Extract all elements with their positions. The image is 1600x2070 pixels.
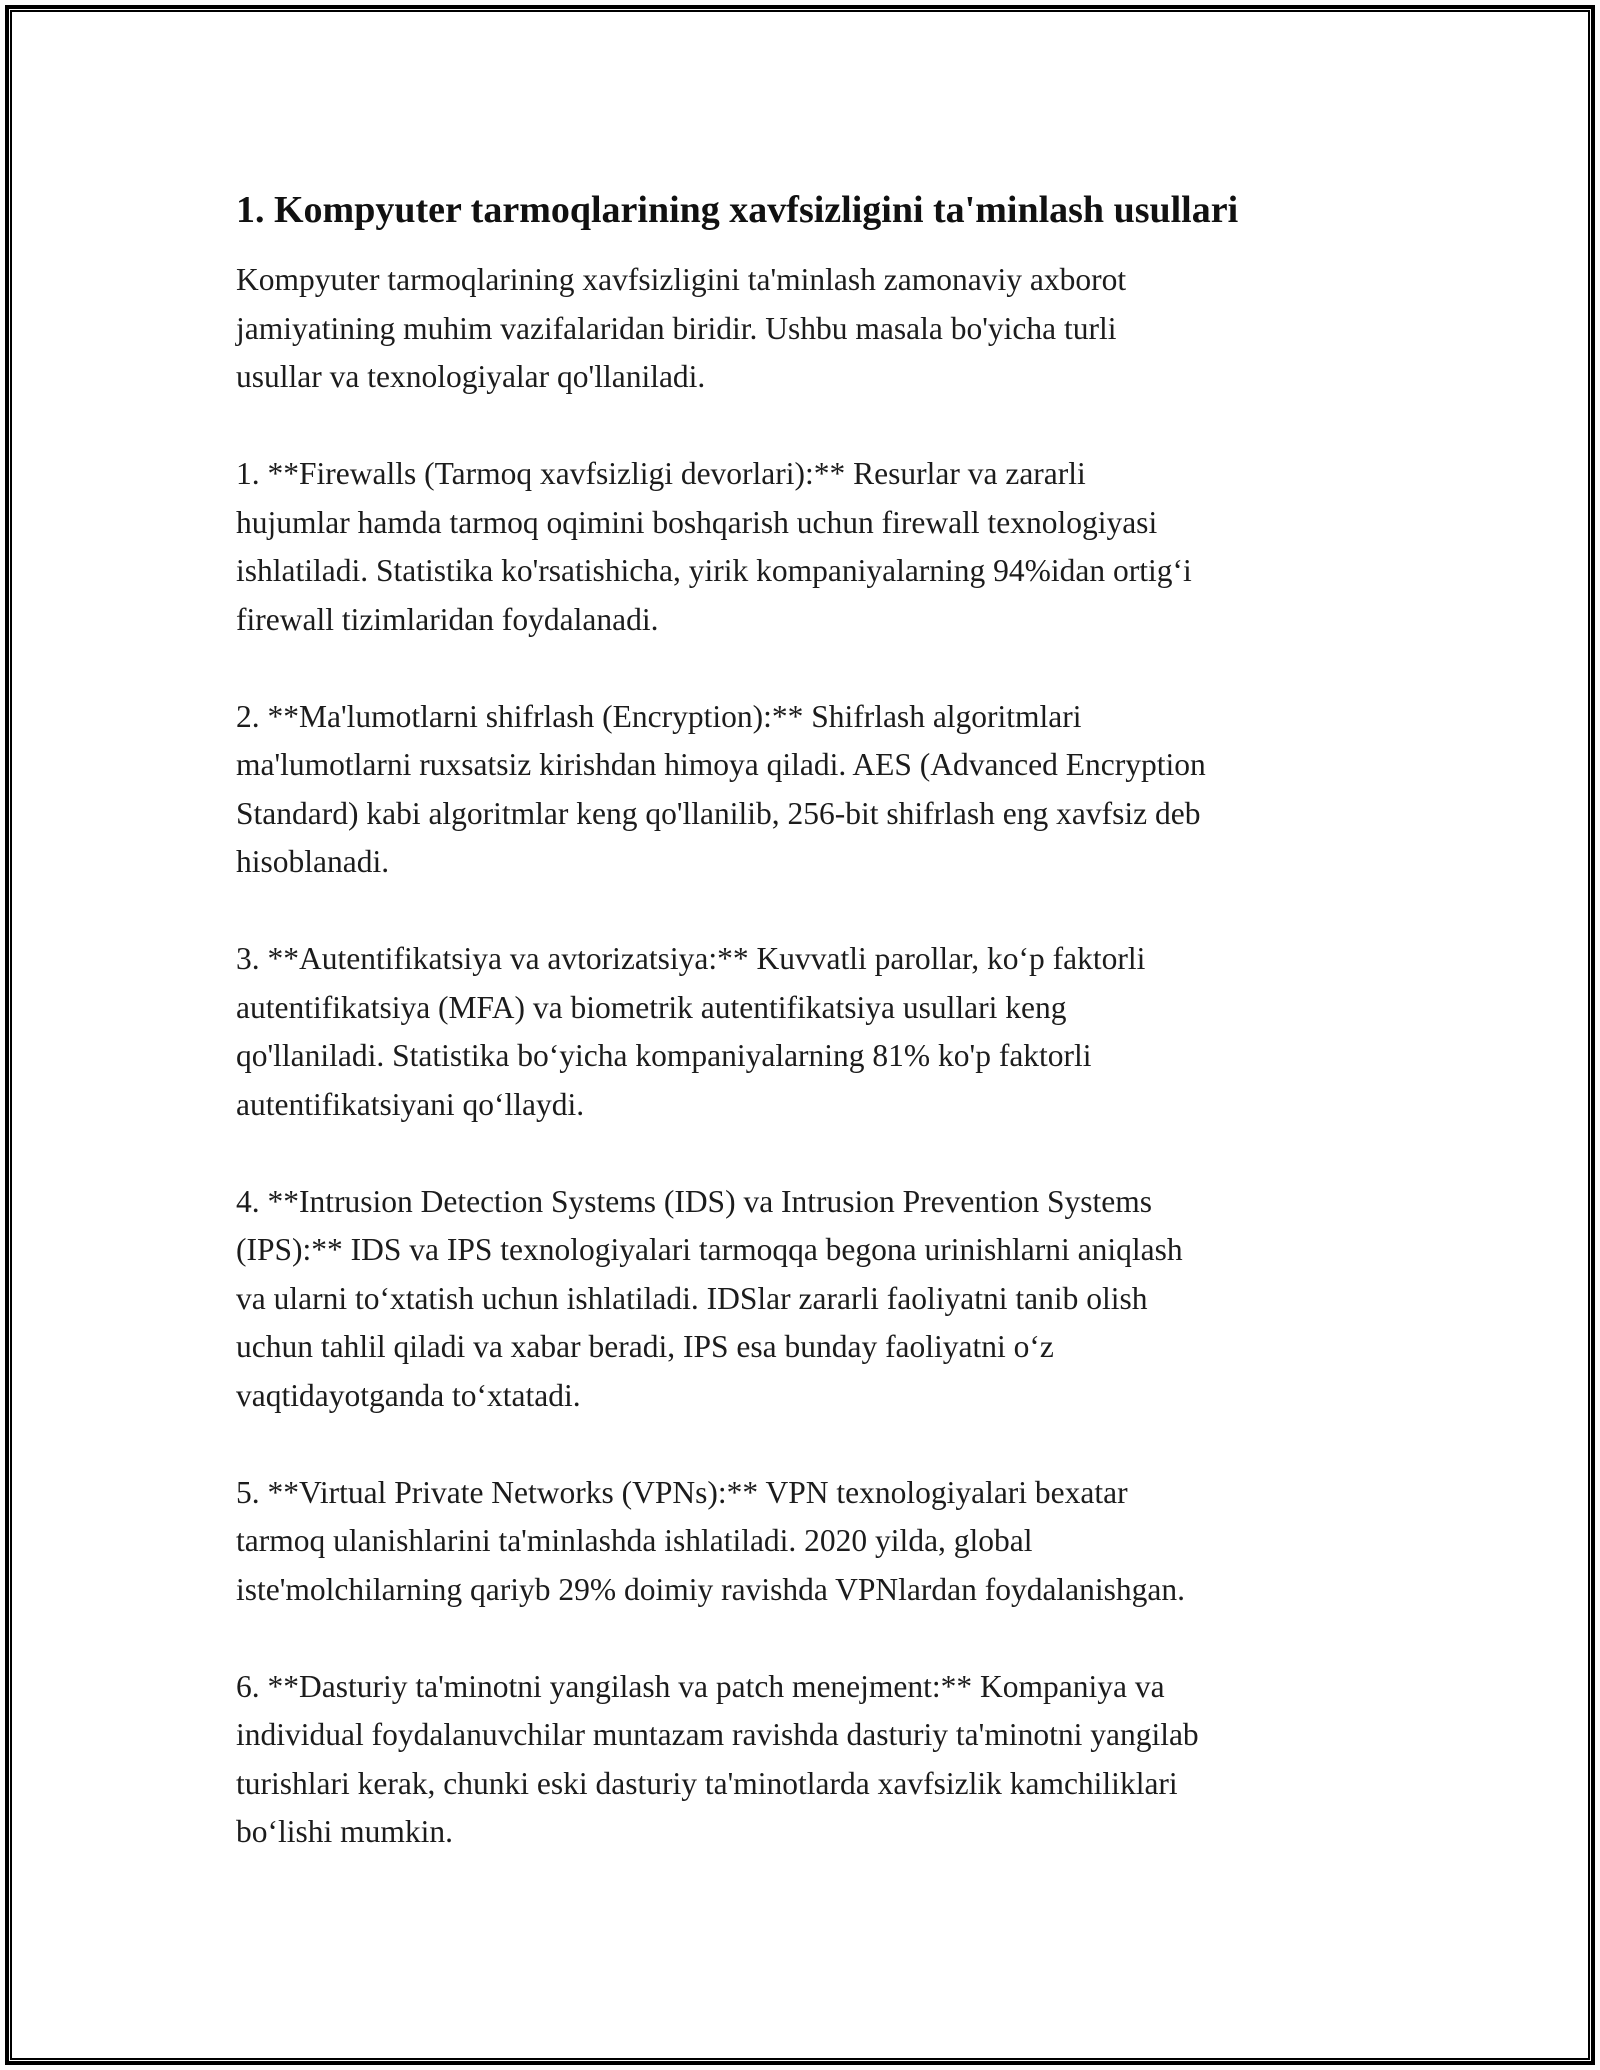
paragraph-firewalls: 1. **Firewalls (Tarmoq xavfsizligi devorlari):** Resurlar va zararli hujumlar hamda tarmoq oqimini boshqarish uchun firewall texnologiyasi ishlatiladi. Statistika ko'rsatishicha, yirik kompaniyalarning 94%idan ortig‘i firewall tizimlaridan foydalanadi.: [236, 456, 1192, 637]
paragraph-vpn: 5. **Virtual Private Networks (VPNs):** VPN texnologiyalari bexatar tarmoq ulanishlarini ta'minlashda ishlatiladi. 2020 yilda, global iste'molchilarning qariyb 29% doimiy ravishda VPNlardan foydalanishgan.: [236, 1474, 1186, 1607]
paragraph-patch-management: 6. **Dasturiy ta'minotni yangilash va patch menejment:** Kompaniya va individual foydalanuvchilar muntazam ravishda dasturiy ta'minotni yangilab turishlari kerak, chunki eski dasturiy ta'minotlarda xavfsizlik kamchiliklari bo‘lishi mumkin.: [236, 1668, 1199, 1849]
document-body: [236, 186, 1386, 1905]
intro-paragraph: Kompyuter tarmoqlarining xavfsizligini ta'minlash zamonaviy axborot jamiyatining muhim vazifalaridan biridir. Ushbu masala bo'yicha turli usullar va texnologiyalar qo'llaniladi.: [236, 262, 1127, 394]
document-title: 1. Kompyuter tarmoqlarining xavfsizligini ta'minlash usullari: [236, 189, 1239, 231]
paragraph-encryption: 2. **Ma'lumotlarni shifrlash (Encryption):** Shifrlash algoritmlari ma'lumotlarni ruxsatsiz kirishdan himoya qiladi. AES (Advanced Encryption Standard) kabi algoritmlar keng qo'llanilib, 256-bit shifrlash eng xavfsiz deb hisoblanadi.: [236, 698, 1206, 879]
paragraph-ids-ips: 4. **Intrusion Detection Systems (IDS) va Intrusion Prevention Systems (IPS):** IDS va IPS texnologiyalari tarmoqqa begona urinishlarni aniqlash va ularni to‘xtatish uchun ishlatiladi. IDSlar zararli faoliyatni tanib olish uchun tahlil qiladi va xabar beradi, IPS esa bunday faoliyatni o‘z vaqtidayotganda to‘xtatadi.: [236, 1183, 1183, 1413]
paragraph-authentication: 3. **Autentifikatsiya va avtorizatsiya:** Kuvvatli parollar, ko‘p faktorli autentifikatsiya (MFA) va biometrik autentifikatsiya usullari keng qo'llaniladi. Statistika bo‘yicha kompaniyalarning 81% ko'p faktorli autentifikatsiyani qo‘llaydi.: [236, 941, 1146, 1122]
